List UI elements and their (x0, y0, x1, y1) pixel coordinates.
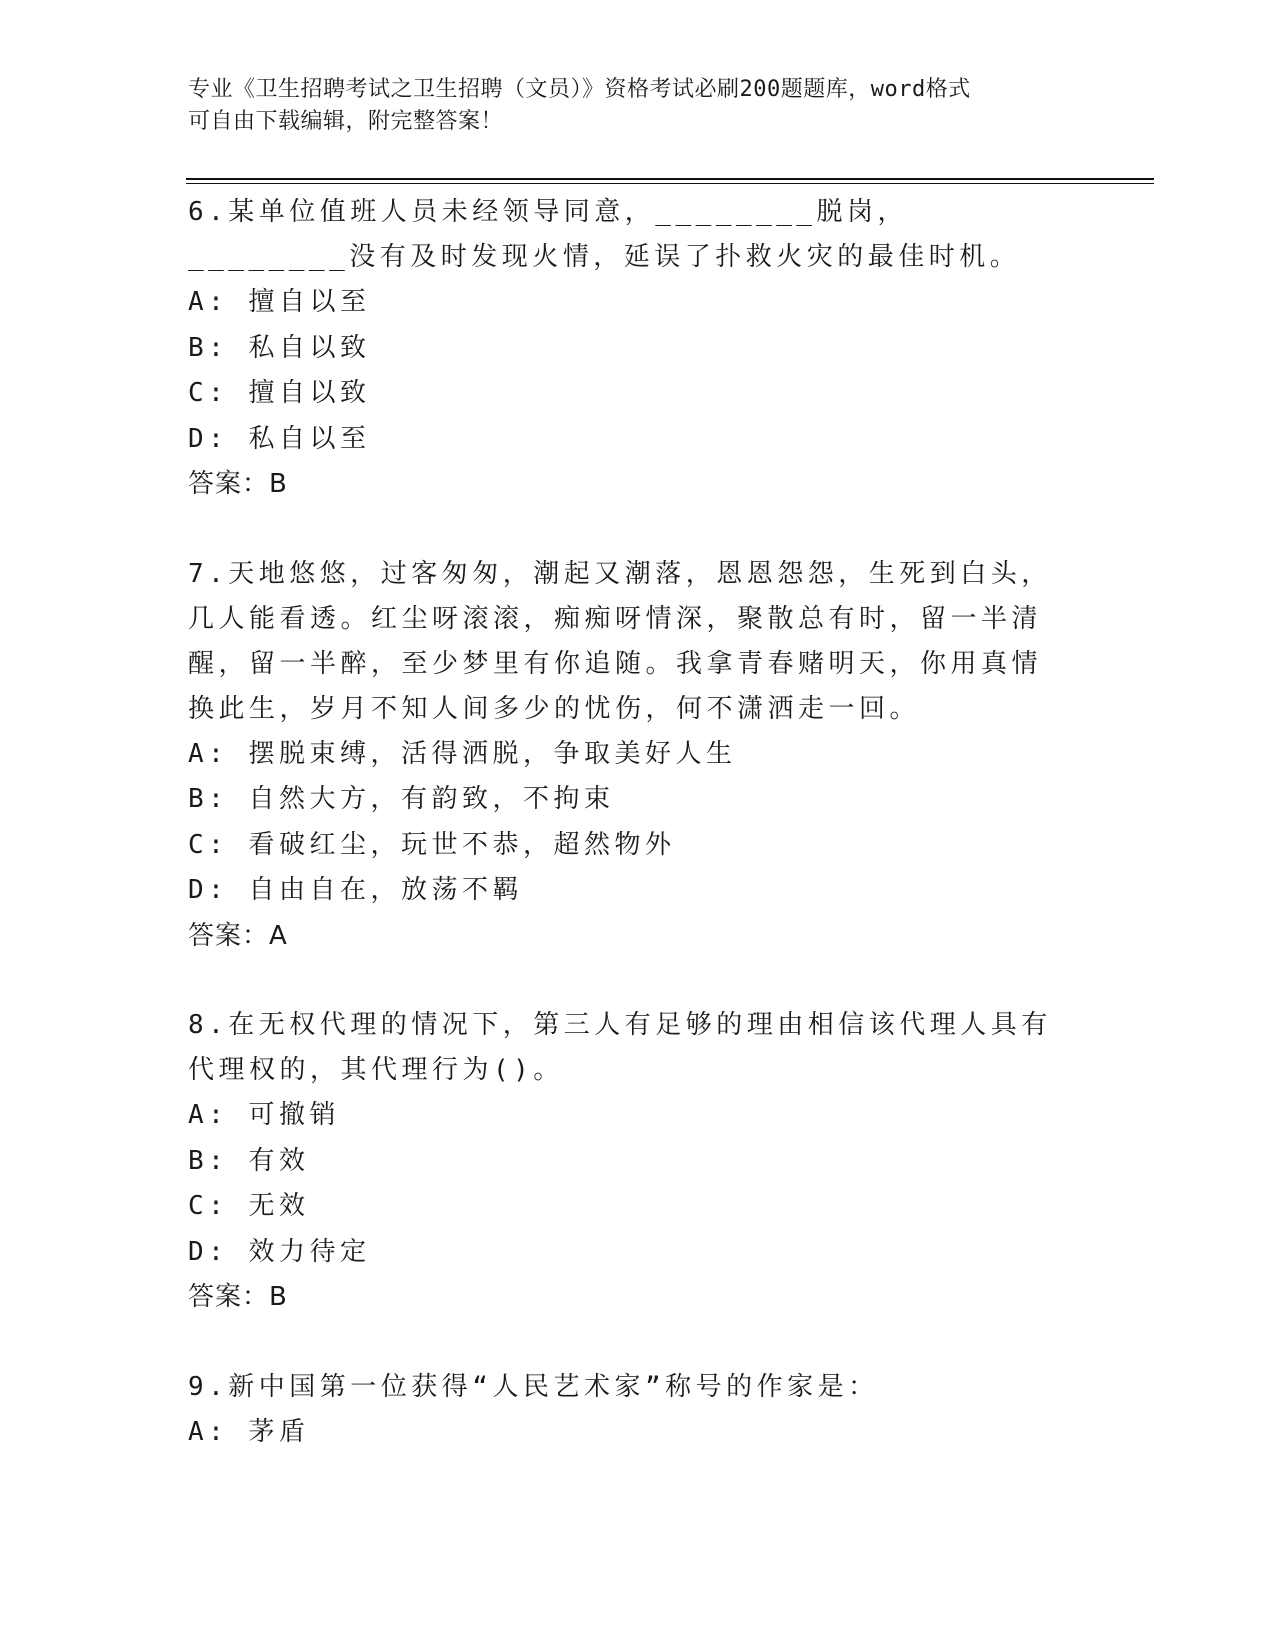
option-a: A: 茅盾 (188, 1416, 310, 1447)
question-8 (188, 1003, 1068, 1321)
question-9 (188, 1365, 1068, 1456)
answer-label: 答案：B (188, 1282, 288, 1312)
question-stem: 9.新中国第一位获得“人民艺术家”称号的作家是： (188, 1371, 879, 1402)
answer-label: 答案：B (188, 469, 288, 499)
option-b: B: 有效 (188, 1145, 310, 1176)
answer-label: 答案：A (188, 920, 288, 951)
option-a: A: 擅自以至 (188, 287, 371, 317)
option-d: D: 效力待定 (188, 1236, 371, 1267)
question-stem: 7.天地悠悠，过客匆匆，潮起又潮落，恩恩怨怨，生死到白头，几人能看透。红尘呀滚滚，痴痴呀情深，聚散总有时，留一半清醒，留一半醉，至少梦里有你追随。我拿青春赌明天，你用真情换此生，岁月不知人间多少的忧伤，何不潇洒走一回。 (188, 558, 1052, 724)
question-7 (188, 552, 1068, 960)
header-divider-thin (186, 183, 1154, 184)
option-c: C: 擅自以致 (188, 378, 371, 408)
question-stem: 8.在无权代理的情况下，第三人有足够的理由相信该代理人具有代理权的，其代理行为()。 (188, 1010, 1052, 1085)
question-list (188, 190, 1068, 1499)
option-d: D: 自由自在，放荡不羁 (188, 875, 523, 905)
header-line-1: 专业《卫生招聘考试之卫生招聘（文员）》资格考试必刷200题题库，word格式 (188, 77, 971, 102)
option-c: C: 看破红尘，玩世不恭，超然物外 (188, 829, 676, 860)
option-b: B: 自然大方，有韵致，不拘束 (188, 784, 615, 814)
document-header (188, 74, 1068, 138)
option-c: C: 无效 (188, 1191, 310, 1221)
header-line-2: 可自由下载编辑，附完整答案！ (188, 109, 504, 134)
option-d: D: 私自以至 (188, 423, 371, 454)
option-b: B: 私自以致 (188, 332, 371, 363)
question-6 (188, 190, 1068, 508)
header-divider-thick (186, 178, 1154, 180)
question-stem: 6.某单位值班人员未经领导同意，________脱岗，________没有及时发现火情，延误了扑救火灾的最佳时机。 (188, 197, 1021, 272)
option-a: A: 摆脱束缚，活得洒脱，争取美好人生 (188, 738, 737, 769)
option-a: A: 可撤销 (188, 1100, 340, 1130)
